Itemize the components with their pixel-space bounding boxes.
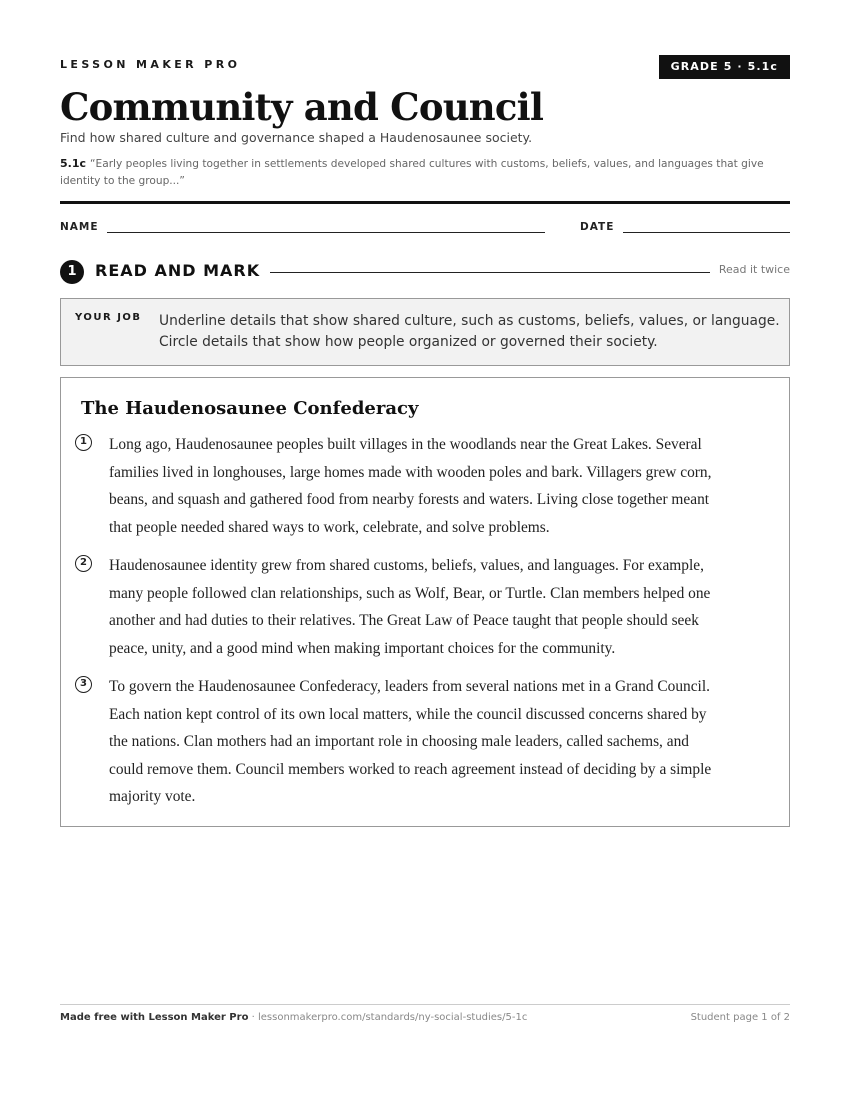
text-line: majority vote.: [109, 788, 196, 806]
name-field[interactable]: [107, 232, 545, 233]
brand-name: LESSON MAKER PRO: [60, 58, 241, 71]
date-label: DATE: [580, 221, 615, 233]
passage-title: The Haudenosaunee Confederacy: [81, 398, 419, 419]
standard-quote: “Early peoples living together in settlements developed shared cultures with customs, beliefs, values, and languages that give identity to the group...”: [60, 158, 764, 187]
paragraph-number-2: 2: [75, 555, 92, 572]
page-title: Community and Council: [60, 85, 544, 129]
footer: [60, 1012, 790, 1026]
paragraph-text: [109, 552, 779, 662]
name-label: NAME: [60, 221, 99, 233]
reading-passage-box: [60, 377, 790, 827]
footer-separator: ·: [248, 1012, 258, 1023]
text-line: Long ago, Haudenosaunee peoples built villages in the woodlands near the Great Lakes. Several: [109, 436, 702, 453]
section-1-header: [60, 259, 790, 285]
date-field[interactable]: [623, 232, 790, 233]
standard-statement: [60, 155, 780, 190]
your-job-instructions: [159, 311, 789, 353]
footer-divider: [60, 1004, 790, 1005]
worksheet-page: [60, 0, 790, 1100]
your-job-label: YOUR JOB: [75, 312, 142, 323]
text-line: that people needed shared ways to work, celebrate, and solve problems.: [109, 518, 550, 536]
standard-code: 5.1c: [60, 157, 87, 170]
footer-url[interactable]: lessonmakerpro.com/standards/ny-social-studies/5-1c: [257, 1012, 528, 1023]
grade-badge: GRADE 5 · 5.1c: [659, 55, 790, 79]
your-job-box: [60, 298, 790, 366]
header-divider: [60, 201, 790, 204]
instruction-line: Circle details that show how people organized or governed their society.: [159, 334, 658, 350]
text-line: Each nation kept control of its own local matters, while the council discussed concerns shared by: [109, 705, 707, 723]
paragraph-number-1: 1: [75, 434, 92, 451]
text-line: Haudenosaunee identity grew from shared customs, beliefs, values, and languages. For example,: [109, 557, 704, 574]
text-line: another and had duties to their relatives. The Great Law of Peace taught that people should seek: [109, 612, 699, 630]
section-number-badge: 1: [60, 260, 84, 284]
text-line: families lived in longhouses, large homes made with wooden poles and bark. Villagers grew corn,: [109, 463, 712, 481]
top-bar: [60, 55, 790, 79]
paragraph-number-3: 3: [75, 676, 92, 693]
section-title: READ AND MARK: [95, 261, 261, 280]
footer-credit: [60, 1012, 527, 1023]
section-note: Read it twice: [718, 263, 790, 276]
text-line: To govern the Haudenosaunee Confederacy, leaders from several nations met in a Grand Council.: [109, 678, 710, 695]
text-line: many people followed clan relationships, such as Wolf, Bear, or Turtle. Clan members helped one: [109, 584, 711, 602]
page-subtitle: Find how shared culture and governance shaped a Haudenosaunee society.: [60, 130, 533, 145]
text-line: could remove them. Council members worked to reach agreement instead of deciding by a simple: [109, 760, 712, 778]
text-line: peace, unity, and a good mind when making important choices for the community.: [109, 639, 616, 657]
name-date-row: [60, 221, 790, 237]
instruction-line: Underline details that show shared culture, such as customs, beliefs, values, or language.: [159, 313, 780, 329]
paragraph-text: [109, 431, 779, 541]
text-line: the nations. Clan mothers had an important role in choosing male leaders, called sachems, and: [109, 733, 689, 751]
section-rule: [270, 272, 710, 273]
footer-brand: Made free with Lesson Maker Pro: [60, 1012, 249, 1023]
paragraph-text: [109, 673, 779, 811]
text-line: beans, and squash and gathered food from nearby forests and waters. Living close together meant: [109, 491, 710, 509]
page-indicator: Student page 1 of 2: [690, 1012, 790, 1023]
